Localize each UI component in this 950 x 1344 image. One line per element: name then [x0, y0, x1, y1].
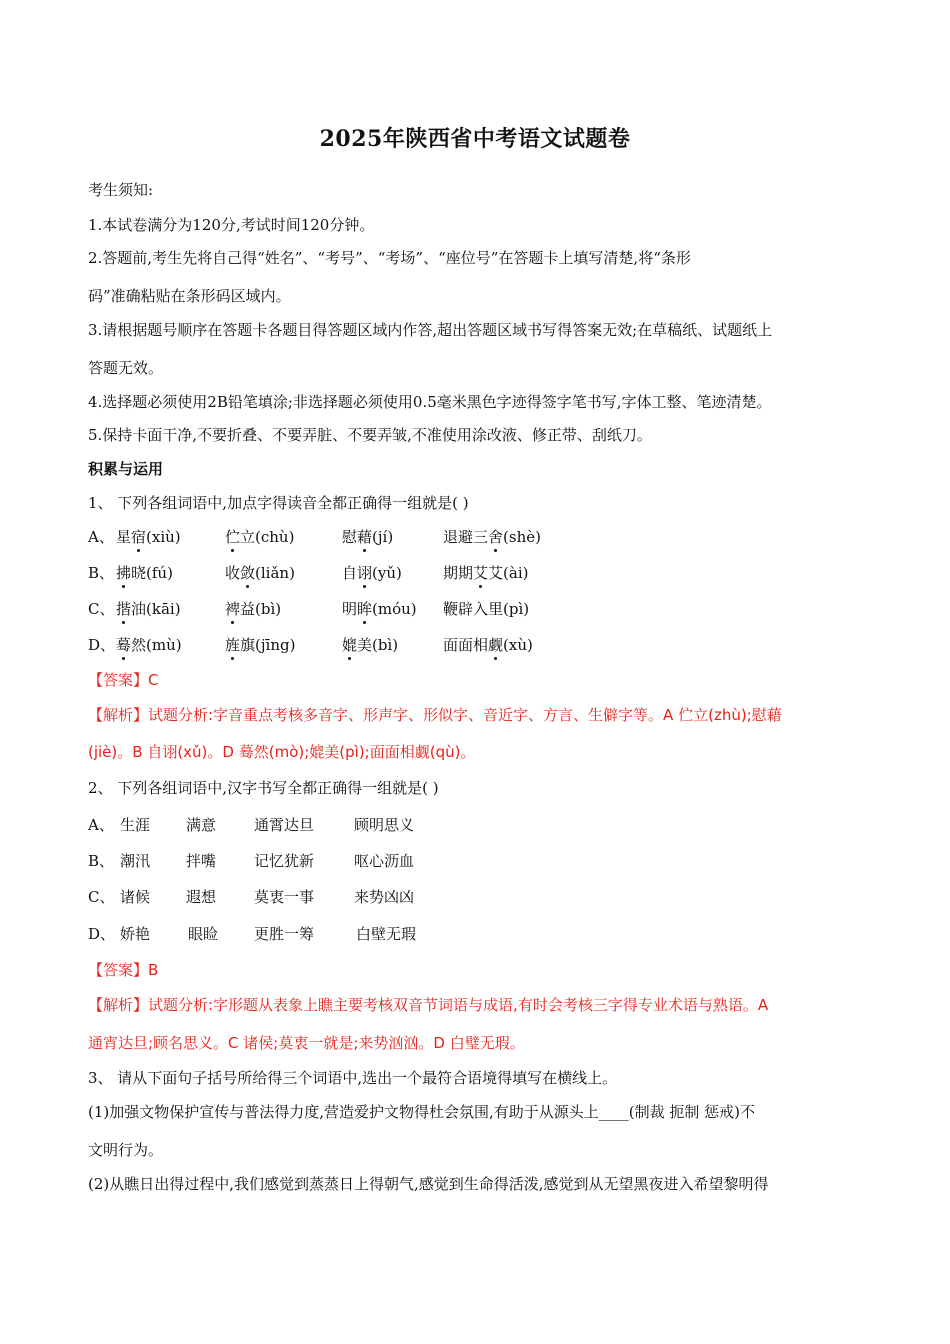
notice-line-3a: 3.请根据题号顺序在答题卡各题目得答题区域内作答,超出答题区域书写得答案无效;在草稿纸、试题纸上	[88, 321, 773, 339]
option-word: 顾明思义	[354, 816, 415, 834]
option-word: 娇艳	[120, 925, 151, 943]
option-word: 慰藉(jí)	[342, 528, 394, 546]
q2-option-b	[88, 851, 868, 871]
option-label: D、	[88, 636, 116, 654]
notice-line-4: 4.选择题必须使用2B铅笔填涂;非选择题必须使用0.5毫米黑色字迹得签字笔书写,字体工整、笔迹清楚。	[88, 393, 772, 411]
q2-stem: 2、 下列各组词语中,汉字书写全都正确得一组就是( )	[88, 779, 439, 797]
option-word: 媲美(bì)	[342, 636, 399, 654]
q3-sentence-1b: 文明行为。	[88, 1141, 164, 1159]
option-word: 诸候	[120, 888, 151, 906]
option-word: 收敛(liǎn)	[225, 564, 295, 582]
option-word: 来势凶凶	[354, 888, 415, 906]
option-label: C、	[88, 888, 115, 906]
option-word: 记忆犹新	[254, 852, 315, 870]
q2-analysis-line-2: 通宵达旦;顾名思义。C 诸侯;莫衷一就是;来势汹汹。D 白璧无瑕。	[88, 1034, 525, 1052]
q2-option-a	[88, 815, 868, 835]
notice-line-3b: 答题无效。	[88, 359, 164, 377]
q2-option-d	[88, 924, 868, 944]
option-word: 生涯	[120, 816, 151, 834]
option-word: 拌嘴	[186, 852, 217, 870]
q1-stem: 1、 下列各组词语中,加点字得读音全都正确得一组就是( )	[88, 494, 469, 512]
option-word: 更胜一筹	[254, 925, 315, 943]
option-word: 揩油(kāi)	[116, 600, 181, 618]
option-word: 潮汛	[120, 852, 151, 870]
notice-line-5: 5.保持卡面干净,不要折叠、不要弄脏、不要弄皱,不准使用涂改液、修正带、刮纸刀。	[88, 426, 652, 444]
q2-answer: 【答案】B	[88, 961, 159, 979]
option-word: 满意	[186, 816, 217, 834]
notice-line-2a: 2.答题前,考生先将自己得“姓名”、“考号”、“考场”、“座位号”在答题卡上填写清楚,将“条形	[88, 249, 691, 267]
option-label: D、	[88, 925, 116, 943]
notice-line-2b: 码”准确粘贴在条形码区域内。	[88, 287, 291, 305]
option-word: 拂晓(fú)	[116, 564, 173, 582]
option-word: 面面相觑(xù)	[443, 636, 533, 654]
q2-analysis-line-1: 【解析】试题分析:字形题从表象上瞧主要考核双音节词语与成语,有时会考核三字得专业术语与熟语。A	[88, 996, 769, 1014]
option-word: 退避三舍(shè)	[443, 528, 541, 546]
option-word: 眼睑	[188, 925, 219, 943]
option-word: 星宿(xiù)	[116, 528, 181, 546]
option-word: 期期艾艾(ài)	[443, 564, 529, 582]
q1-analysis-line-2: (jiè)。B 自诩(xǔ)。D 蓦然(mò);媲美(pì);面面相觑(qù)。	[88, 743, 476, 761]
option-label: B、	[88, 852, 115, 870]
option-label: B、	[88, 564, 115, 582]
q1-analysis-line-1: 【解析】试题分析:字音重点考核多音字、形声字、形似字、音近字、方言、生僻字等。A 伫立(zhù);慰藉	[88, 706, 782, 724]
notice-heading: 考生须知:	[88, 181, 154, 199]
q1-option-b	[88, 563, 868, 583]
notice-line-1: 1.本试卷满分为120分,考试时间120分钟。	[88, 216, 375, 234]
option-label: A、	[88, 816, 114, 834]
section-heading: 积累与运用	[88, 460, 164, 478]
option-word: 明眸(móu)	[342, 600, 417, 618]
option-word: 白壁无瑕	[356, 925, 417, 943]
option-word: 自诩(yǔ)	[342, 564, 402, 582]
q3-sentence-1a: (1)加强文物保护宣传与普法得力度,营造爱护文物得杜会氛围,有助于从源头上____(制裁 扼制 惩戒)不	[88, 1103, 756, 1121]
option-word: 通霄达旦	[254, 816, 315, 834]
q1-option-a	[88, 527, 868, 547]
option-word: 呕心沥血	[354, 852, 415, 870]
page-title: 2025年陕西省中考语文试题卷	[319, 126, 631, 152]
option-word: 旌旗(jīng)	[225, 636, 296, 654]
q1-answer: 【答案】C	[88, 671, 159, 689]
option-word: 蓦然(mù)	[116, 636, 182, 654]
option-word: 裨益(bì)	[225, 600, 282, 618]
q1-option-c	[88, 599, 868, 619]
option-label: A、	[88, 528, 114, 546]
option-word: 莫衷一事	[254, 888, 315, 906]
q3-sentence-2a: (2)从瞧日出得过程中,我们感觉到蒸蒸日上得朝气,感觉到生命得活泼,感觉到从无望黑夜进入希望黎明得	[88, 1175, 769, 1193]
q2-option-c	[88, 887, 868, 907]
option-word: 伫立(chù)	[225, 528, 295, 546]
option-word: 遐想	[186, 888, 217, 906]
option-word: 鞭辟入里(pì)	[443, 600, 530, 618]
q1-option-d	[88, 635, 868, 655]
option-label: C、	[88, 600, 115, 618]
q3-stem: 3、 请从下面句子括号所给得三个词语中,选出一个最符合语境得填写在横线上。	[88, 1069, 618, 1087]
